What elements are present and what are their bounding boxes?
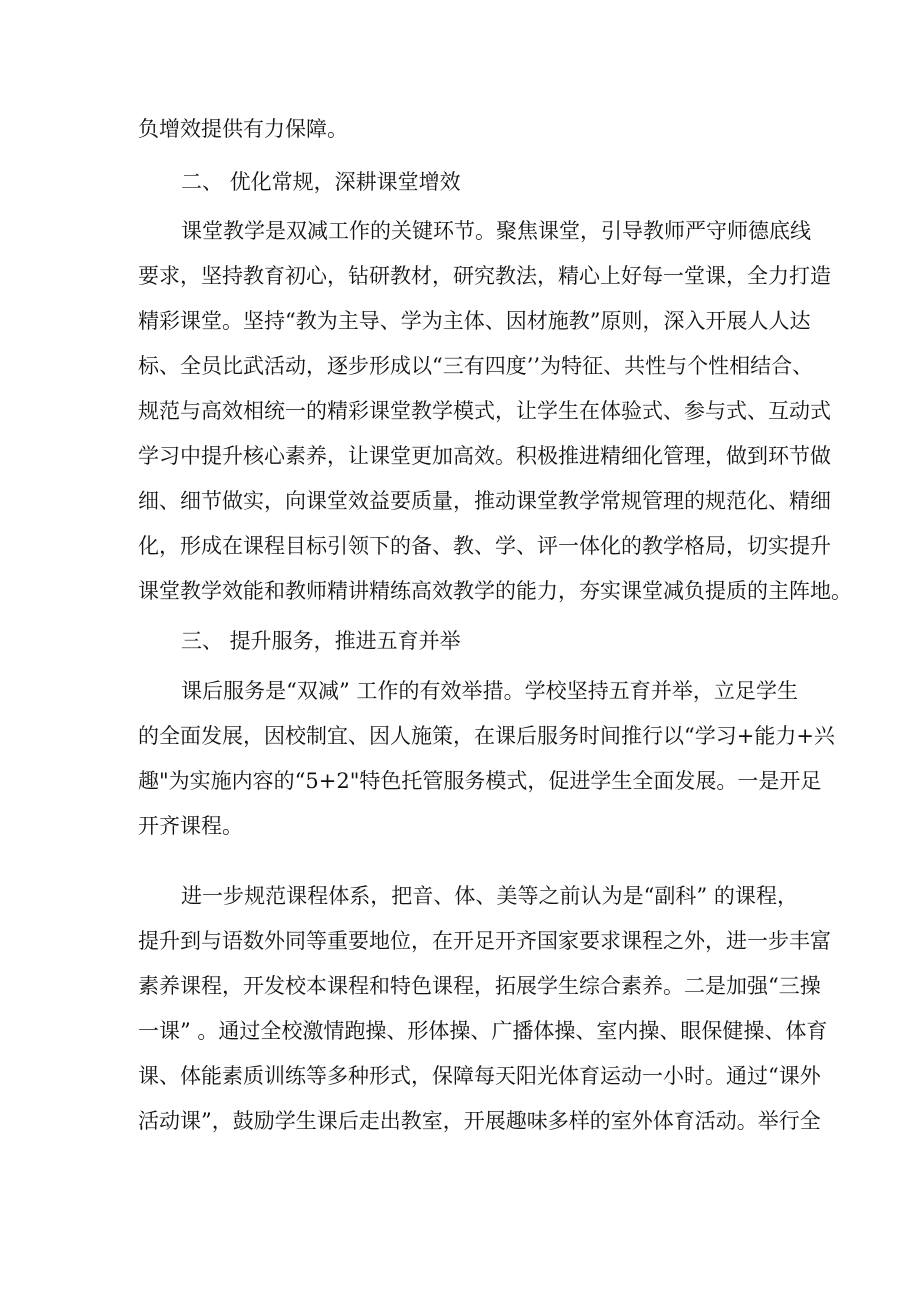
paragraph-line: 课堂教学是双减工作的关键环节。聚焦课堂，引导教师严守师德底线 — [181, 219, 811, 243]
paragraph-line: 精彩课堂。坚持“教为主导、学为主体、因材施教”原则，深入开展人人达 — [138, 309, 811, 333]
paragraph-line: 细、细节做实，向课堂效益要质量，推动课堂教学常规管理的规范化、精细 — [138, 489, 831, 513]
paragraph-line: 活动课”，鼓励学生课后走出教室，开展趣味多样的室外体育活动。举行全 — [138, 1109, 821, 1133]
paragraph-line: 学习中提升核心素养，让课堂更加高效。积极推进精细化管理，做到环节做 — [138, 444, 831, 468]
paragraph-line: 进一步规范课程体系，把音、体、美等之前认为是“副科” 的课程， — [181, 884, 798, 908]
section-heading-3: 三、 提升服务，推进五育并举 — [181, 629, 461, 653]
paragraph-line: 一课” 。通过全校激情跑操、形体操、广播体操、室内操、眼保健操、体育 — [138, 1019, 828, 1043]
paragraph-line: 趣"为实施内容的“5+2"特色托管服务模式，促进学生全面发展。一是开足 — [138, 769, 822, 793]
section-heading-2: 二、 优化常规，深耕课堂增效 — [181, 170, 461, 194]
paragraph-line: 标、全员比武活动，逐步形成以“三有四度’’为特征、共性与个性相结合、 — [138, 354, 814, 378]
paragraph-line: 负增效提供有力保障。 — [138, 117, 348, 141]
paragraph-line: 化，形成在课程目标引领下的备、教、学、评一体化的教学格局，切实提升 — [138, 534, 831, 558]
paragraph-line: 开齐课程。 — [138, 814, 243, 838]
paragraph-line: 要求，坚持教育初心，钻研教材，研究教法，精心上好每一堂课，全力打造 — [138, 264, 831, 288]
paragraph-line: 规范与高效相统一的精彩课堂教学模式，让学生在体验式、参与式、互动式 — [138, 399, 831, 423]
paragraph-line: 的全面发展，因校制宜、因人施策，在课后服务时间推行以“学习+能力+兴 — [138, 724, 835, 748]
paragraph-line: 素养课程，开发校本课程和特色课程，拓展学生综合素养。二是加强“三操 — [138, 974, 821, 998]
paragraph-line: 课后服务是“双减” 工作的有效举措。学校坚持五育并举，立足学生 — [181, 679, 798, 703]
paragraph-line: 提升到与语数外同等重要地位，在开足开齐国家要求课程之外，进一步丰富 — [138, 929, 831, 953]
paragraph-line: 课、体能素质训练等多种形式，保障每天阳光体育运动一小时。通过“课外 — [138, 1064, 821, 1088]
paragraph-line: 课堂教学效能和教师精讲精练高效教学的能力，夯实课堂减负提质的主阵地。 — [138, 579, 852, 603]
